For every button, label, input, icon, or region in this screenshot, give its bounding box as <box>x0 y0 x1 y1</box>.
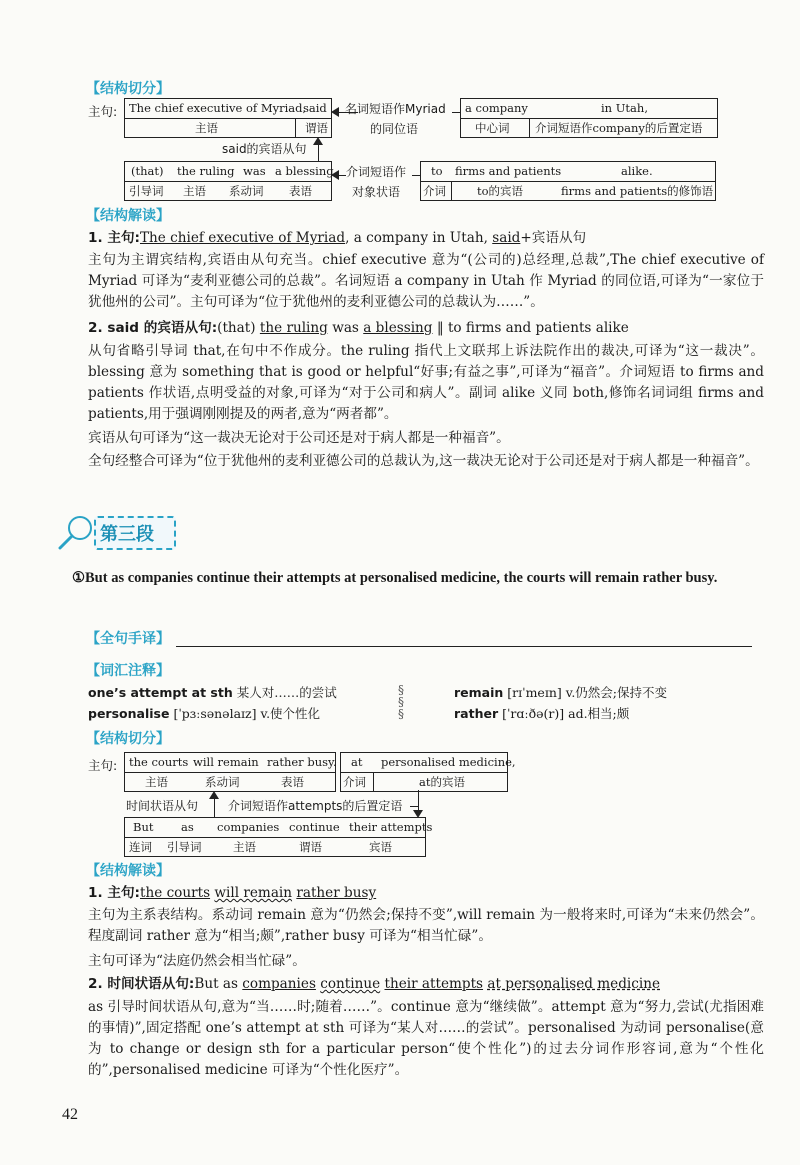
vocab-word: one’s attempt at sth <box>88 685 233 700</box>
courts-zh: 主语 <box>145 775 168 789</box>
companies-en: companies <box>217 820 280 834</box>
to-part: ‖ to firms and patients alike <box>432 320 629 336</box>
but-as-part: But as <box>194 976 243 992</box>
heading-num: 2. 时间状语从句: <box>88 976 195 992</box>
predicate-zh: 谓语 <box>305 121 328 135</box>
p3-heading-2 <box>88 974 660 995</box>
attr-label: 介词短语作attempts的后置定语 <box>228 799 403 813</box>
continue-part: continue <box>320 976 381 992</box>
vocab-item-2 <box>88 703 320 724</box>
sentence-text: But as companies continue their attempts at personalised medicine, the courts will remain rather busy. <box>85 570 718 586</box>
struct-explain-header: 【结构解读】 <box>86 208 170 224</box>
company-zh: 中心词 <box>475 121 510 135</box>
main-clause-label: 主句: <box>88 104 118 119</box>
was-en: was <box>243 164 266 178</box>
vocab-header: 【词汇注释】 <box>86 663 170 679</box>
heading-num: 2. said 的宾语从句: <box>88 320 218 336</box>
struct-explain-header-2: 【结构解读】 <box>86 863 170 879</box>
remain-zh: 系动词 <box>205 775 240 789</box>
vocab-item-4 <box>454 703 629 724</box>
time-clause-box <box>124 817 433 857</box>
main-clause-box <box>124 98 332 138</box>
vocab-meaning: v.使个性化 <box>260 706 321 721</box>
as-en: as <box>181 820 194 834</box>
vocab-meaning: v.仍然会;保持不变 <box>565 685 667 700</box>
heading-num: 1. 主句: <box>88 230 140 246</box>
busy-en: rather busy. <box>267 755 337 769</box>
company-box <box>460 98 718 138</box>
translation-blank-line[interactable] <box>176 646 752 647</box>
was-part: was <box>327 320 364 336</box>
vocab-item-1 <box>88 682 337 703</box>
section-title-text: 第三段 <box>100 524 154 545</box>
adverbial-label: 介词短语作 <box>346 165 407 179</box>
vocab-word: personalise <box>88 706 170 721</box>
vocab-item-3 <box>454 682 667 703</box>
section-title <box>56 514 176 550</box>
heading-suffix: +宾语从句 <box>520 230 587 246</box>
appositive-label: 名词短语作Myriad <box>345 102 446 116</box>
was-zh: 系动词 <box>229 184 264 198</box>
pm-zh: at的宾语 <box>419 775 465 789</box>
busy-zh: 表语 <box>281 775 304 789</box>
blessing-en: a blessing <box>275 164 334 178</box>
courts-part: the courts <box>139 885 211 901</box>
in-utah-zh: 介词短语作company的后置定语 <box>535 121 703 135</box>
but-zh: 连词 <box>129 840 152 854</box>
vocab-word: remain <box>454 685 504 700</box>
subject-en: The chief executive of Myriad, <box>129 101 307 115</box>
that-part: (that) <box>217 320 260 336</box>
main-clause-label: 主句: <box>88 758 118 773</box>
remain-en: will remain <box>193 755 259 769</box>
at-zh: 介词 <box>343 775 366 789</box>
pm-en: personalised medicine, <box>381 755 516 769</box>
magnifier-icon <box>56 514 98 550</box>
alike-zh: firms and patients的修饰语 <box>561 184 714 198</box>
busy-part: rather busy <box>296 885 377 901</box>
firms-en: firms and patients <box>455 164 562 178</box>
said-word: said <box>492 230 521 246</box>
time-clause-label: 时间状语从句 <box>126 799 199 813</box>
courts-en: the courts <box>129 755 189 769</box>
p2-body-3: 宾语从句可译为“这一裁决无论对于公司还是对于病人都是一种福音”。 <box>88 430 510 446</box>
ruling-part: the ruling <box>259 320 328 336</box>
blessing-part: a blessing <box>363 320 433 336</box>
subject-phrase: The chief executive of Myriad <box>139 230 346 246</box>
heading-num: 1. 主句: <box>88 885 140 901</box>
sentence-number: ① <box>72 570 85 586</box>
blessing-zh: 表语 <box>289 184 312 198</box>
vocab-ipa: [rɪˈmeɪn] <box>507 685 562 700</box>
p2-heading-1 <box>88 228 586 249</box>
to-zh: 介词 <box>423 184 446 198</box>
main-clause-box <box>124 752 336 792</box>
their-en: their attempts <box>349 820 433 834</box>
at-phrase-box <box>340 752 516 792</box>
sentence-1 <box>72 567 752 590</box>
their-zh: 宾语 <box>369 840 392 854</box>
object-clause-label: said的宾语从句 <box>222 142 307 156</box>
p3-body-1: 主句为主系表结构。系动词 remain 意为“仍然会;保持不变”,will remain 为一般将来时,可译为“未来仍然会”。程度副词 rather 意为“相当;颇”,rather busy 可译为“相当忙碌”。 <box>88 907 764 944</box>
as-zh: 引导词 <box>167 840 202 854</box>
page-number: 42 <box>62 1106 78 1123</box>
to-phrase-box <box>420 161 716 201</box>
alike-en: alike. <box>621 164 653 178</box>
companies-part: companies <box>242 976 316 992</box>
vocab-ipa: [ˈrɑːðə(r)] <box>502 706 565 721</box>
p3-body-2: 主句可译为“法庭仍然会相当忙碌”。 <box>88 953 306 969</box>
firms-zh: to的宾语 <box>477 184 524 198</box>
ruling-zh: 主语 <box>183 184 206 198</box>
adverbial-label-2: 对象状语 <box>352 185 401 199</box>
ruling-en: the ruling <box>177 164 235 178</box>
p2-body-4: 全句经整合可译为“位于犹他州的麦利亚德公司的总裁认为,这一裁决无论对于公司还是对于病人都是一种福音”。 <box>88 453 759 469</box>
subject-zh: 主语 <box>195 121 218 135</box>
vocab-ipa: [ˈpɜːsənəlaɪz] <box>173 706 257 721</box>
vocab-meaning: 某人对……的尝试 <box>236 685 337 700</box>
companies-zh: 主语 <box>233 840 256 854</box>
remain-part: will remain <box>214 885 293 901</box>
vocab-divider: § § § <box>398 683 404 721</box>
full-translate-header: 【全句手译】 <box>86 631 170 647</box>
p2-heading-2 <box>88 318 629 339</box>
struct-split-header: 【结构切分】 <box>86 81 170 97</box>
company-en: a company <box>465 101 528 115</box>
attempts-part: their attempts <box>384 976 484 992</box>
struct-split-header-2: 【结构切分】 <box>86 731 170 747</box>
p3-body-3: as 引导时间状语从句,意为“当……时;随着……”。continue 意为“继续做”。attempt 意为“努力,尝试(尤指困难的事情)”,固定搭配 one’s attempt at sth 可译为“某人对……的尝试”。personalised 为动词 personalise(意为 to change or design sth for a particular person“使个性化”)的过去分词作形容词,意为“个性化的”,personalised medicine 可译为“个性化医疗”。 <box>88 999 764 1078</box>
in-utah-en: in Utah, <box>601 101 648 115</box>
appositive-phrase: , a company in Utah, <box>345 230 493 246</box>
that-en: (that) <box>131 164 164 178</box>
vocab-meaning: ad.相当;颇 <box>568 706 630 721</box>
object-clause-box <box>124 161 332 201</box>
that-zh: 引导词 <box>129 184 164 198</box>
at-en: at <box>351 755 363 769</box>
p3-heading-1 <box>88 883 376 904</box>
p2-body-1: 主句为主谓宾结构,宾语由从句充当。chief executive 意为“(公司的)总经理,总裁”,The chief executive of Myriad 可译为“麦利亚德公司的总裁”。名词短语 a company in Utah 作 Myriad 的同位语,可译为“一家位于犹他州的公司”。主句可译为“位于犹他州的麦利亚德公司的总裁认为……”。 <box>88 252 764 310</box>
but-en: But <box>133 820 154 834</box>
at-pm-part: at personalised medicine <box>487 976 661 992</box>
predicate-en: said <box>303 101 327 115</box>
appositive-label-2: 的同位语 <box>370 122 419 136</box>
vocab-word: rather <box>454 706 499 721</box>
continue-zh: 谓语 <box>299 840 322 854</box>
continue-en: continue <box>289 820 340 834</box>
p2-body-2: 从句省略引导词 that,在句中不作成分。the ruling 指代上文联邦上诉法院作出的裁决,可译为“这一裁决”。blessing 意为 something that is good or helpful“好事;有益之事”,可译为“福音”。介词短语 to firms and patients 作状语,点明受益的对象,可译为“对于公司和病人”。副词 alike 义同 both,修饰名词词组 firms and patients,用于强调刚刚提及的两者,意为“两者都”。 <box>88 343 764 422</box>
to-en: to <box>431 164 443 178</box>
